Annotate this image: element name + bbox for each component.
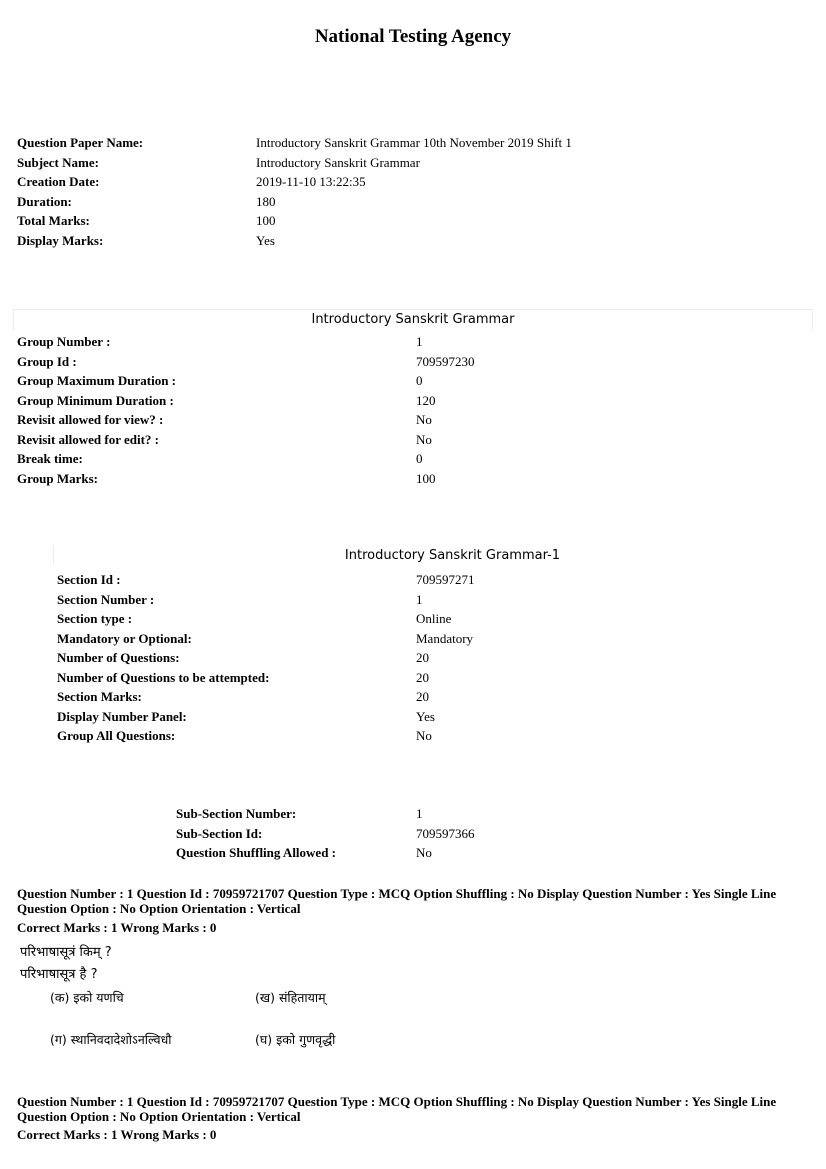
field-label: Revisit allowed for edit? : [17, 431, 160, 447]
field-label: Group Marks: [17, 470, 99, 486]
field-label: Section type : [57, 611, 133, 626]
field-value: 20 [416, 650, 429, 665]
field-value: No [416, 431, 432, 447]
field-label: Question Paper Name: [17, 135, 144, 150]
option-c: (ग) स्थानिवदादेशोऽनल्विधौ [50, 1032, 172, 1047]
field-label: Display Marks: [17, 232, 104, 248]
group-info-row [17, 371, 475, 391]
field-label: Group Number : [17, 334, 111, 349]
section-heading: Introductory Sanskrit Grammar-1 [53, 545, 811, 565]
field-value: 0 [416, 451, 423, 466]
field-label: Number of Questions: [57, 650, 180, 665]
section-info-row [57, 570, 475, 590]
field-label: Total Marks: [17, 213, 90, 228]
field-value: 1 [416, 334, 423, 349]
subsection-info-row [176, 824, 475, 844]
paper-info-row [17, 231, 572, 251]
paper-info-table [17, 133, 572, 250]
field-value: Introductory Sanskrit Grammar 10th November 2019 Shift 1 [256, 135, 572, 150]
field-label: Creation Date: [17, 174, 100, 189]
field-label: Group Maximum Duration : [17, 373, 177, 388]
field-value: No [416, 728, 432, 743]
field-value: 100 [256, 213, 276, 228]
section-info-row [57, 687, 475, 707]
field-value: 709597366 [416, 825, 475, 841]
field-value: 2019-11-10 13:22:35 [256, 174, 366, 189]
field-value: No [416, 845, 432, 860]
paper-info-row [17, 153, 572, 173]
group-info-row [17, 352, 475, 372]
section-info-row [57, 648, 475, 668]
section-info-row [57, 726, 475, 746]
group-info-row [17, 449, 475, 469]
group-info-row [17, 469, 475, 489]
group-info-row [17, 430, 475, 450]
page-title: National Testing Agency [314, 26, 512, 47]
field-value: 1 [416, 591, 423, 607]
section-info-row [57, 629, 475, 649]
group-info-row [17, 332, 475, 352]
field-value: 100 [416, 470, 436, 486]
field-label: Group All Questions: [57, 728, 176, 743]
field-value: 0 [416, 373, 423, 388]
field-value: Yes [256, 232, 275, 248]
paper-info-row [17, 133, 572, 153]
field-label: Group Minimum Duration : [17, 392, 174, 408]
field-value: Yes [416, 708, 435, 724]
field-label: Display Number Panel: [57, 708, 187, 724]
group-heading: Introductory Sanskrit Grammar [13, 309, 813, 330]
field-label: Number of Questions to be attempted: [57, 669, 270, 685]
paper-info-row [17, 172, 572, 192]
option-b: (ख) संहितायाम् [255, 990, 326, 1005]
field-value: Introductory Sanskrit Grammar [256, 154, 420, 170]
field-label: Group Id : [17, 353, 77, 369]
field-label: Subject Name: [17, 154, 99, 170]
field-label: Section Id : [57, 572, 121, 587]
field-value: 180 [256, 193, 276, 209]
field-value: 20 [416, 669, 429, 685]
question-marks: Correct Marks : 1 Wrong Marks : 0 [17, 1127, 217, 1142]
field-value: Mandatory [416, 630, 474, 646]
section-info-row [57, 609, 475, 629]
field-value: 709597271 [416, 572, 475, 587]
question-text-hindi: परिभाषासूत्र है ? [20, 967, 98, 982]
group-info-table [17, 332, 475, 488]
section-info-row [57, 590, 475, 610]
option-a: (क) इको यणचि [50, 990, 124, 1005]
field-label: Break time: [17, 451, 83, 466]
section-info-row [57, 707, 475, 727]
paper-info-row [17, 211, 572, 231]
field-label: Mandatory or Optional: [57, 630, 192, 646]
subsection-info-table [176, 804, 475, 863]
field-value: 20 [416, 689, 429, 704]
question-meta: Question Number : 1 Question Id : 70959721707 Question Type : MCQ Option Shuffling : No Display Question Number : Yes Single Line Question Option : No Option Orientation : Vertical [17, 886, 777, 916]
field-value: No [416, 412, 432, 427]
field-value: 120 [416, 392, 436, 408]
field-label: Section Marks: [57, 689, 142, 704]
question-marks: Correct Marks : 1 Wrong Marks : 0 [17, 920, 217, 935]
paper-info-row [17, 192, 572, 212]
section-info-row [57, 668, 475, 688]
field-value: Online [416, 611, 452, 626]
question-meta: Question Number : 1 Question Id : 70959721707 Question Type : MCQ Option Shuffling : No Display Question Number : Yes Single Line Question Option : No Option Orientation : Vertical [17, 1094, 777, 1124]
field-label: Revisit allowed for view? : [17, 412, 164, 427]
subsection-info-row [176, 843, 475, 863]
group-info-row [17, 391, 475, 411]
field-label: Duration: [17, 193, 72, 209]
group-info-row [17, 410, 475, 430]
field-value: 1 [416, 806, 423, 821]
field-label: Sub-Section Number: [176, 806, 297, 821]
field-label: Section Number : [57, 591, 155, 607]
question-text-sanskrit: परिभाषासूत्रं किम् ? [20, 945, 112, 960]
section-info-table [57, 570, 475, 746]
subsection-info-row [176, 804, 475, 824]
field-value: 709597230 [416, 353, 475, 369]
field-label: Sub-Section Id: [176, 825, 263, 841]
field-label: Question Shuffling Allowed : [176, 845, 337, 860]
option-d: (घ) इको गुणवृद्धी [255, 1032, 336, 1047]
